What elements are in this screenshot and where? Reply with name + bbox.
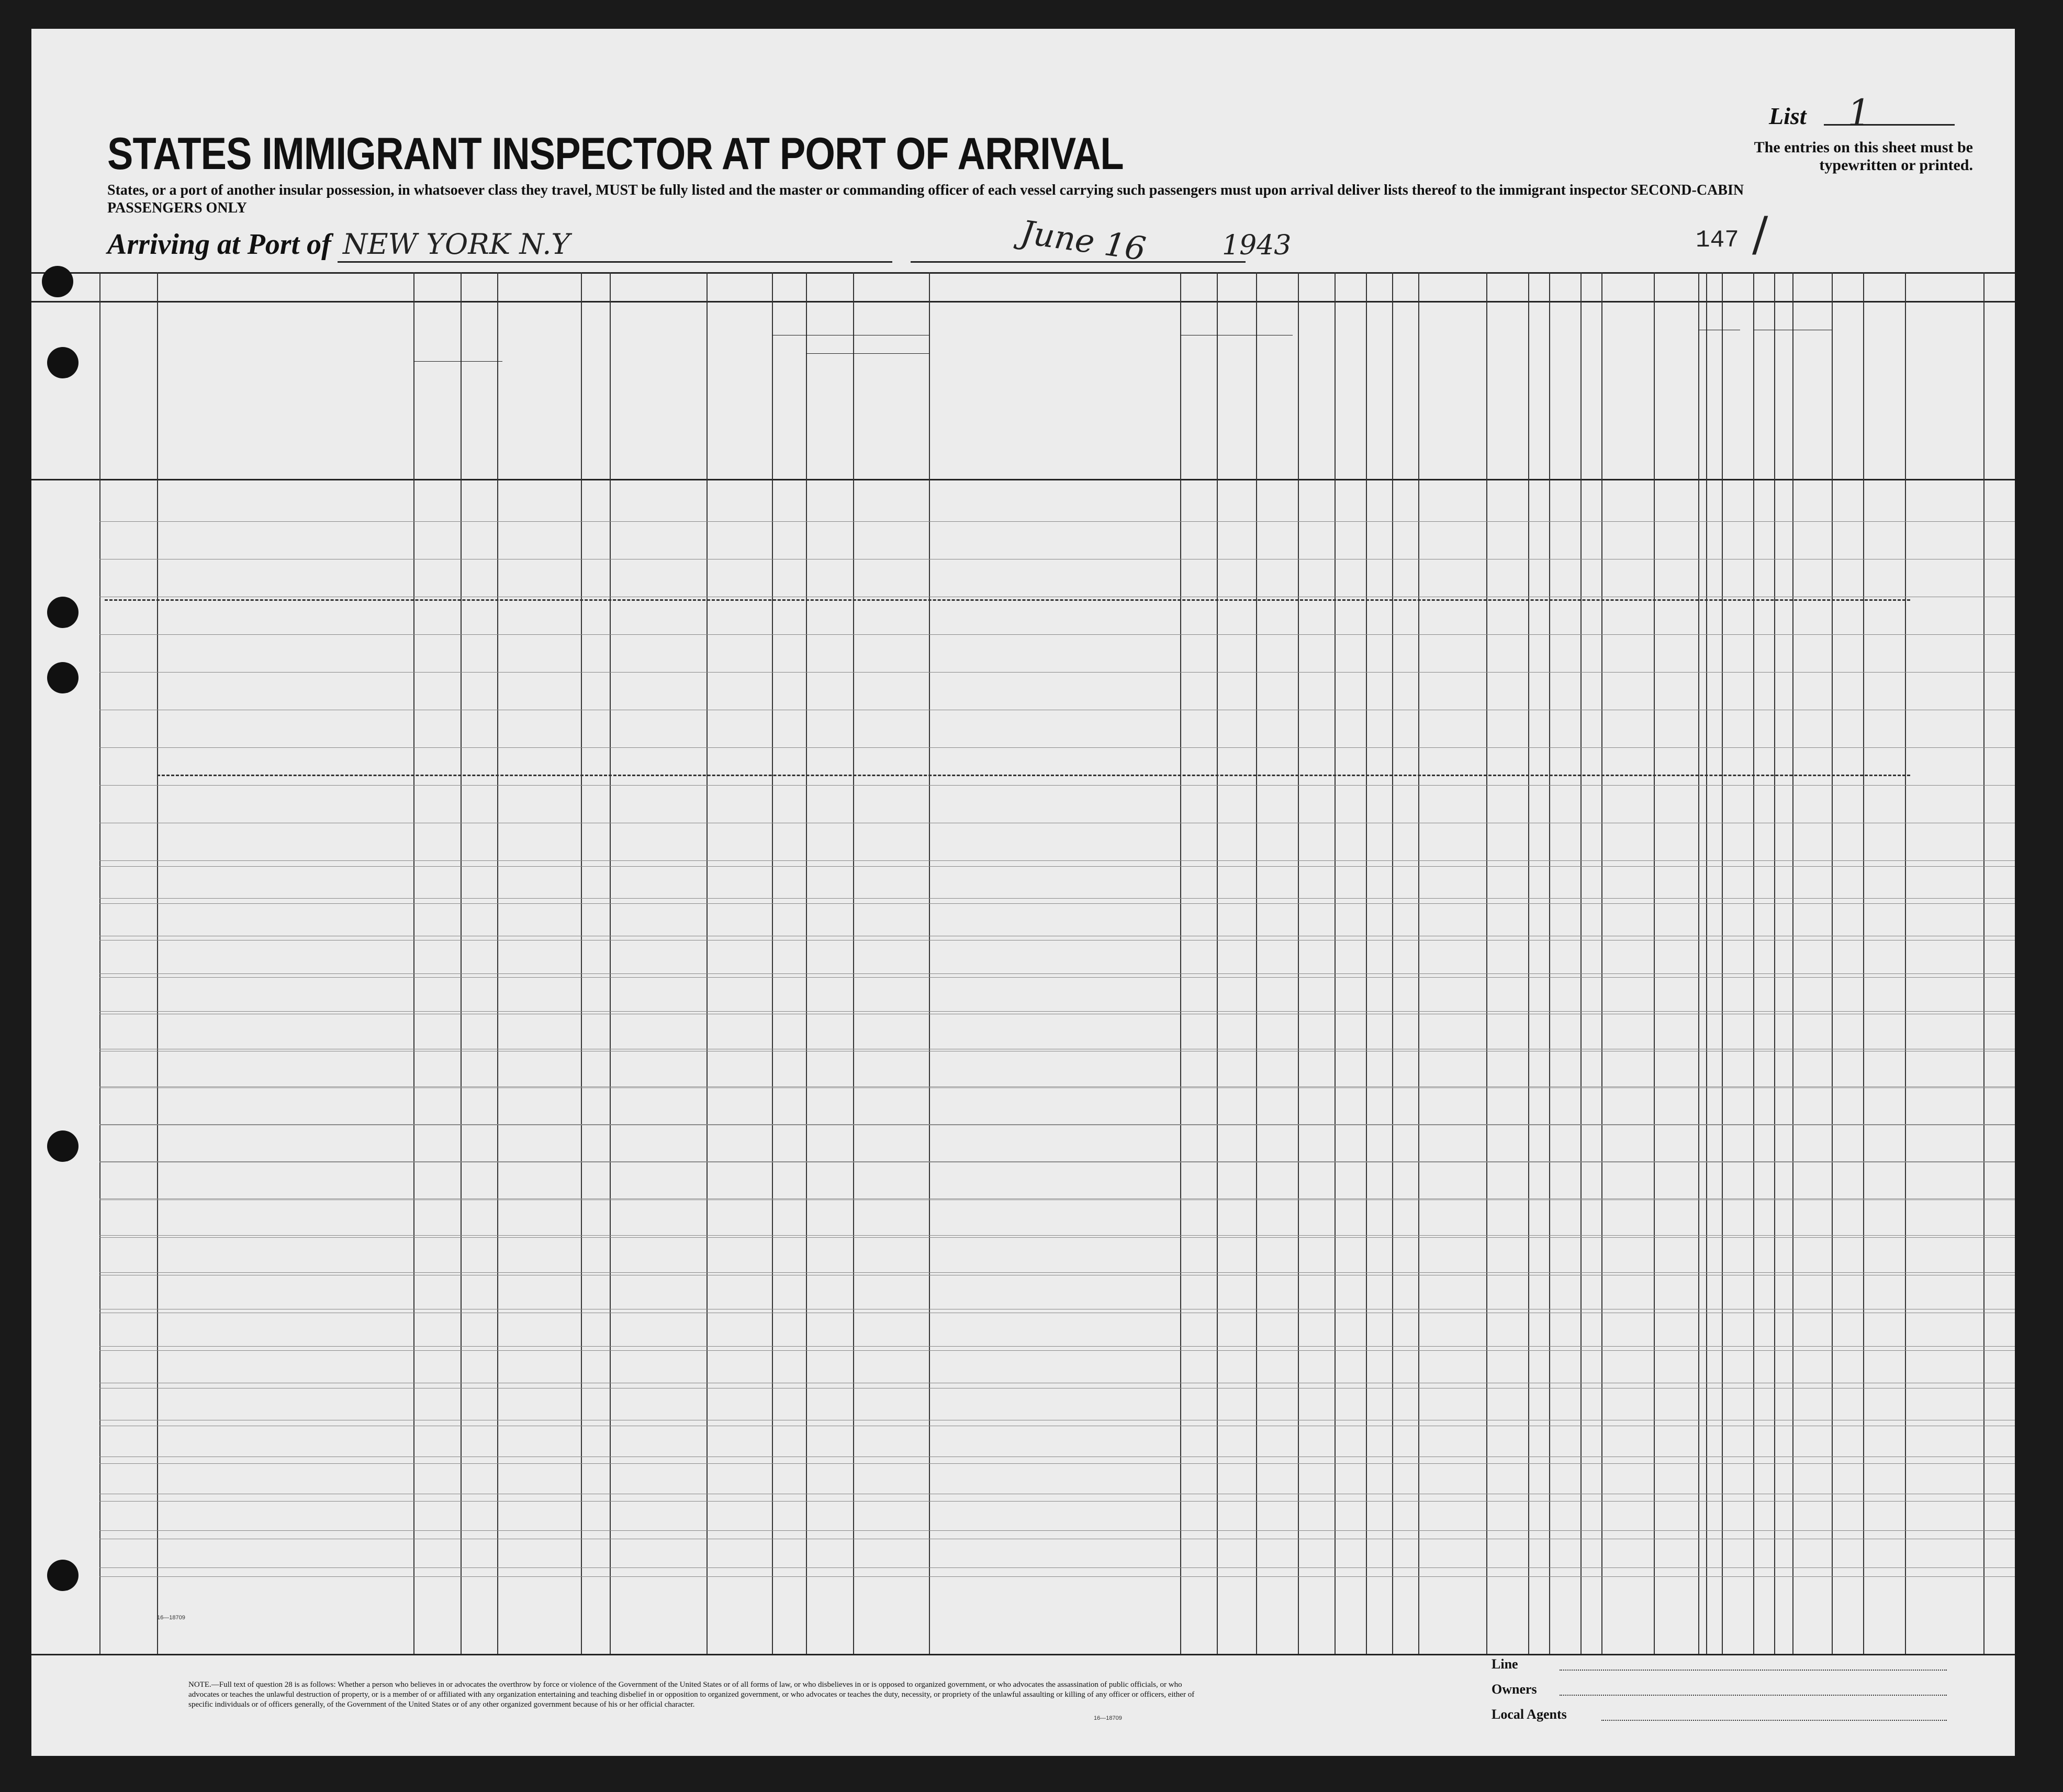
column-rule [1335, 272, 1336, 1654]
owners-field[interactable] [1560, 1695, 1947, 1696]
column-rule [1217, 272, 1218, 1654]
punch-hole [47, 597, 79, 628]
header-q30 [1531, 309, 1546, 471]
row-rule [99, 672, 2015, 673]
column-rule [1698, 272, 1699, 1654]
column-rule [853, 272, 854, 1654]
row-rule [99, 1346, 2015, 1347]
column-rule [413, 272, 414, 1654]
struck-row-9 [157, 775, 1910, 776]
date-handwritten: June 16 [1018, 212, 1148, 268]
column-rule [1601, 272, 1602, 1654]
row-rule [99, 1463, 2015, 1464]
header-q31 [1554, 309, 1575, 471]
header-subrule [806, 353, 929, 354]
header-polygamist [1340, 309, 1361, 471]
column-rule [1486, 272, 1487, 1654]
form-title: STATES IMMIGRANT INSPECTOR AT PORT OF ARRIVAL [107, 129, 1124, 179]
header-prison [1300, 309, 1332, 471]
column-rule [99, 272, 100, 1654]
column-rule [157, 272, 158, 1654]
row-rule [99, 898, 2015, 899]
column-rule [1983, 272, 1984, 1654]
column-rule [1580, 272, 1582, 1654]
column-rule [1549, 272, 1550, 1654]
column-rule [1418, 272, 1419, 1654]
punch-hole [47, 1130, 79, 1162]
row-rule [99, 860, 2015, 861]
row-rule [99, 1576, 2015, 1577]
column-rule [1706, 272, 1707, 1654]
header-q28 [1403, 309, 1476, 471]
column-rule [461, 272, 462, 1654]
column-rule [1180, 272, 1181, 1654]
column-rule [772, 272, 773, 1654]
row-rule [99, 521, 2015, 522]
punch-hole [47, 1560, 79, 1591]
row-rule [99, 1237, 2015, 1238]
punch-hole [47, 662, 79, 693]
table-bottom-rule [31, 1654, 2015, 1655]
column-rule [1256, 272, 1257, 1654]
column-rule [1366, 272, 1367, 1654]
column-rule [1722, 272, 1723, 1654]
header-anarchist [1371, 309, 1389, 471]
row-rule [99, 973, 2015, 974]
row-rule [99, 1161, 2015, 1162]
column-rule [1774, 272, 1775, 1654]
row-rule [99, 1272, 2015, 1273]
row-rule [99, 1530, 2015, 1531]
punch-hole [42, 266, 73, 297]
column-rule [1298, 272, 1299, 1654]
column-rule [1654, 272, 1655, 1654]
table-rule [31, 479, 2015, 480]
header-feet [1700, 429, 1707, 471]
port-handwritten: NEW YORK N.Y [343, 228, 570, 261]
line-label: Line [1492, 1656, 1518, 1672]
column-rule [806, 272, 807, 1654]
header-inches [1724, 429, 1735, 471]
date-line [911, 261, 1246, 263]
arriving-label: Arriving at Port of [107, 228, 331, 261]
row-rule [99, 1501, 2015, 1502]
list-label: List [1769, 103, 1807, 129]
form-code: 16—18709 [157, 1615, 185, 1621]
row-rule [99, 634, 2015, 635]
row-rule [99, 977, 2015, 978]
row-rule [99, 1567, 2015, 1568]
check-mark-icon: / [1752, 207, 1768, 262]
header-q29 [1492, 309, 1523, 471]
row-rule [99, 1011, 2015, 1012]
column-rule [1863, 272, 1864, 1654]
list-line [1824, 124, 1955, 126]
year-handwritten: 1943 [1222, 230, 1292, 261]
column-rule [1832, 272, 1833, 1654]
column-rule [610, 272, 611, 1654]
footnote: NOTE.—Full text of question 28 is as follows: Whether a person who believes in or advocates the overthrow by force or violence of the Government of the United States or of all forms of law, or who disbelieves in or is opposed to organized government, or who advocates the assassination of public officials, or who advocates or teaches the unlawful destruction of property, or is a member of or affiliated with any organization entertaining and teaching disbelief in or opposition to organized government, or who advocates or teaches the duty, necessity, or propriety of the unlawful assaulting or killing of any officer or officers, either of specific individuals or of officers generally, of the Government of the United States or of any other organized government because of his or her official character. [188, 1681, 1195, 1709]
column-rule [1792, 272, 1793, 1654]
column-rule [1528, 272, 1529, 1654]
header-ticket [586, 309, 607, 471]
manifest-table [31, 272, 2015, 1654]
column-rule [707, 272, 708, 1654]
local-agents-field[interactable] [1601, 1720, 1947, 1721]
column-rule [581, 272, 582, 1654]
row-rule [99, 785, 2015, 786]
table-rule [31, 272, 2015, 274]
column-rule [1392, 272, 1393, 1654]
list-value: 1 [1847, 92, 1871, 135]
row-rule [99, 1350, 2015, 1351]
manifest-page [31, 29, 2015, 1756]
struck-row-3 [105, 599, 1910, 601]
header-purpose-a [1185, 343, 1214, 474]
header-purpose-c [1261, 343, 1290, 474]
form-subtitle: States, or a port of another insular possession, in whatsoever class they travel, MUST be fully listed and the master or commanding officer of each vessel carrying such passengers must upon arrival deliver lists thereof to the immigrant inspector SECOND-CABIN PASSENGERS ONLY [107, 182, 1744, 216]
column-rule [1753, 272, 1754, 1654]
punch-hole [47, 347, 79, 378]
row-rule [99, 866, 2015, 867]
row-rule [99, 747, 2015, 748]
sheet-number: 147 [1696, 227, 1739, 254]
column-rule [929, 272, 930, 1654]
header-money [741, 309, 767, 471]
row-rule [99, 903, 2015, 904]
line-field[interactable] [1560, 1670, 1947, 1671]
footer-code: 16—18709 [1094, 1715, 1122, 1721]
column-rule [497, 272, 498, 1654]
port-line [338, 261, 892, 263]
local-agents-label: Local Agents [1492, 1707, 1567, 1722]
column-rule [1905, 272, 1906, 1654]
owners-label: Owners [1492, 1682, 1537, 1697]
table-rule [31, 301, 2015, 303]
header-purpose-b [1222, 343, 1251, 474]
header-subrule [413, 361, 502, 362]
row-rule [99, 1235, 2015, 1236]
typewritten-note: The entries on this sheet must be typewritten or printed. [1754, 139, 1973, 174]
